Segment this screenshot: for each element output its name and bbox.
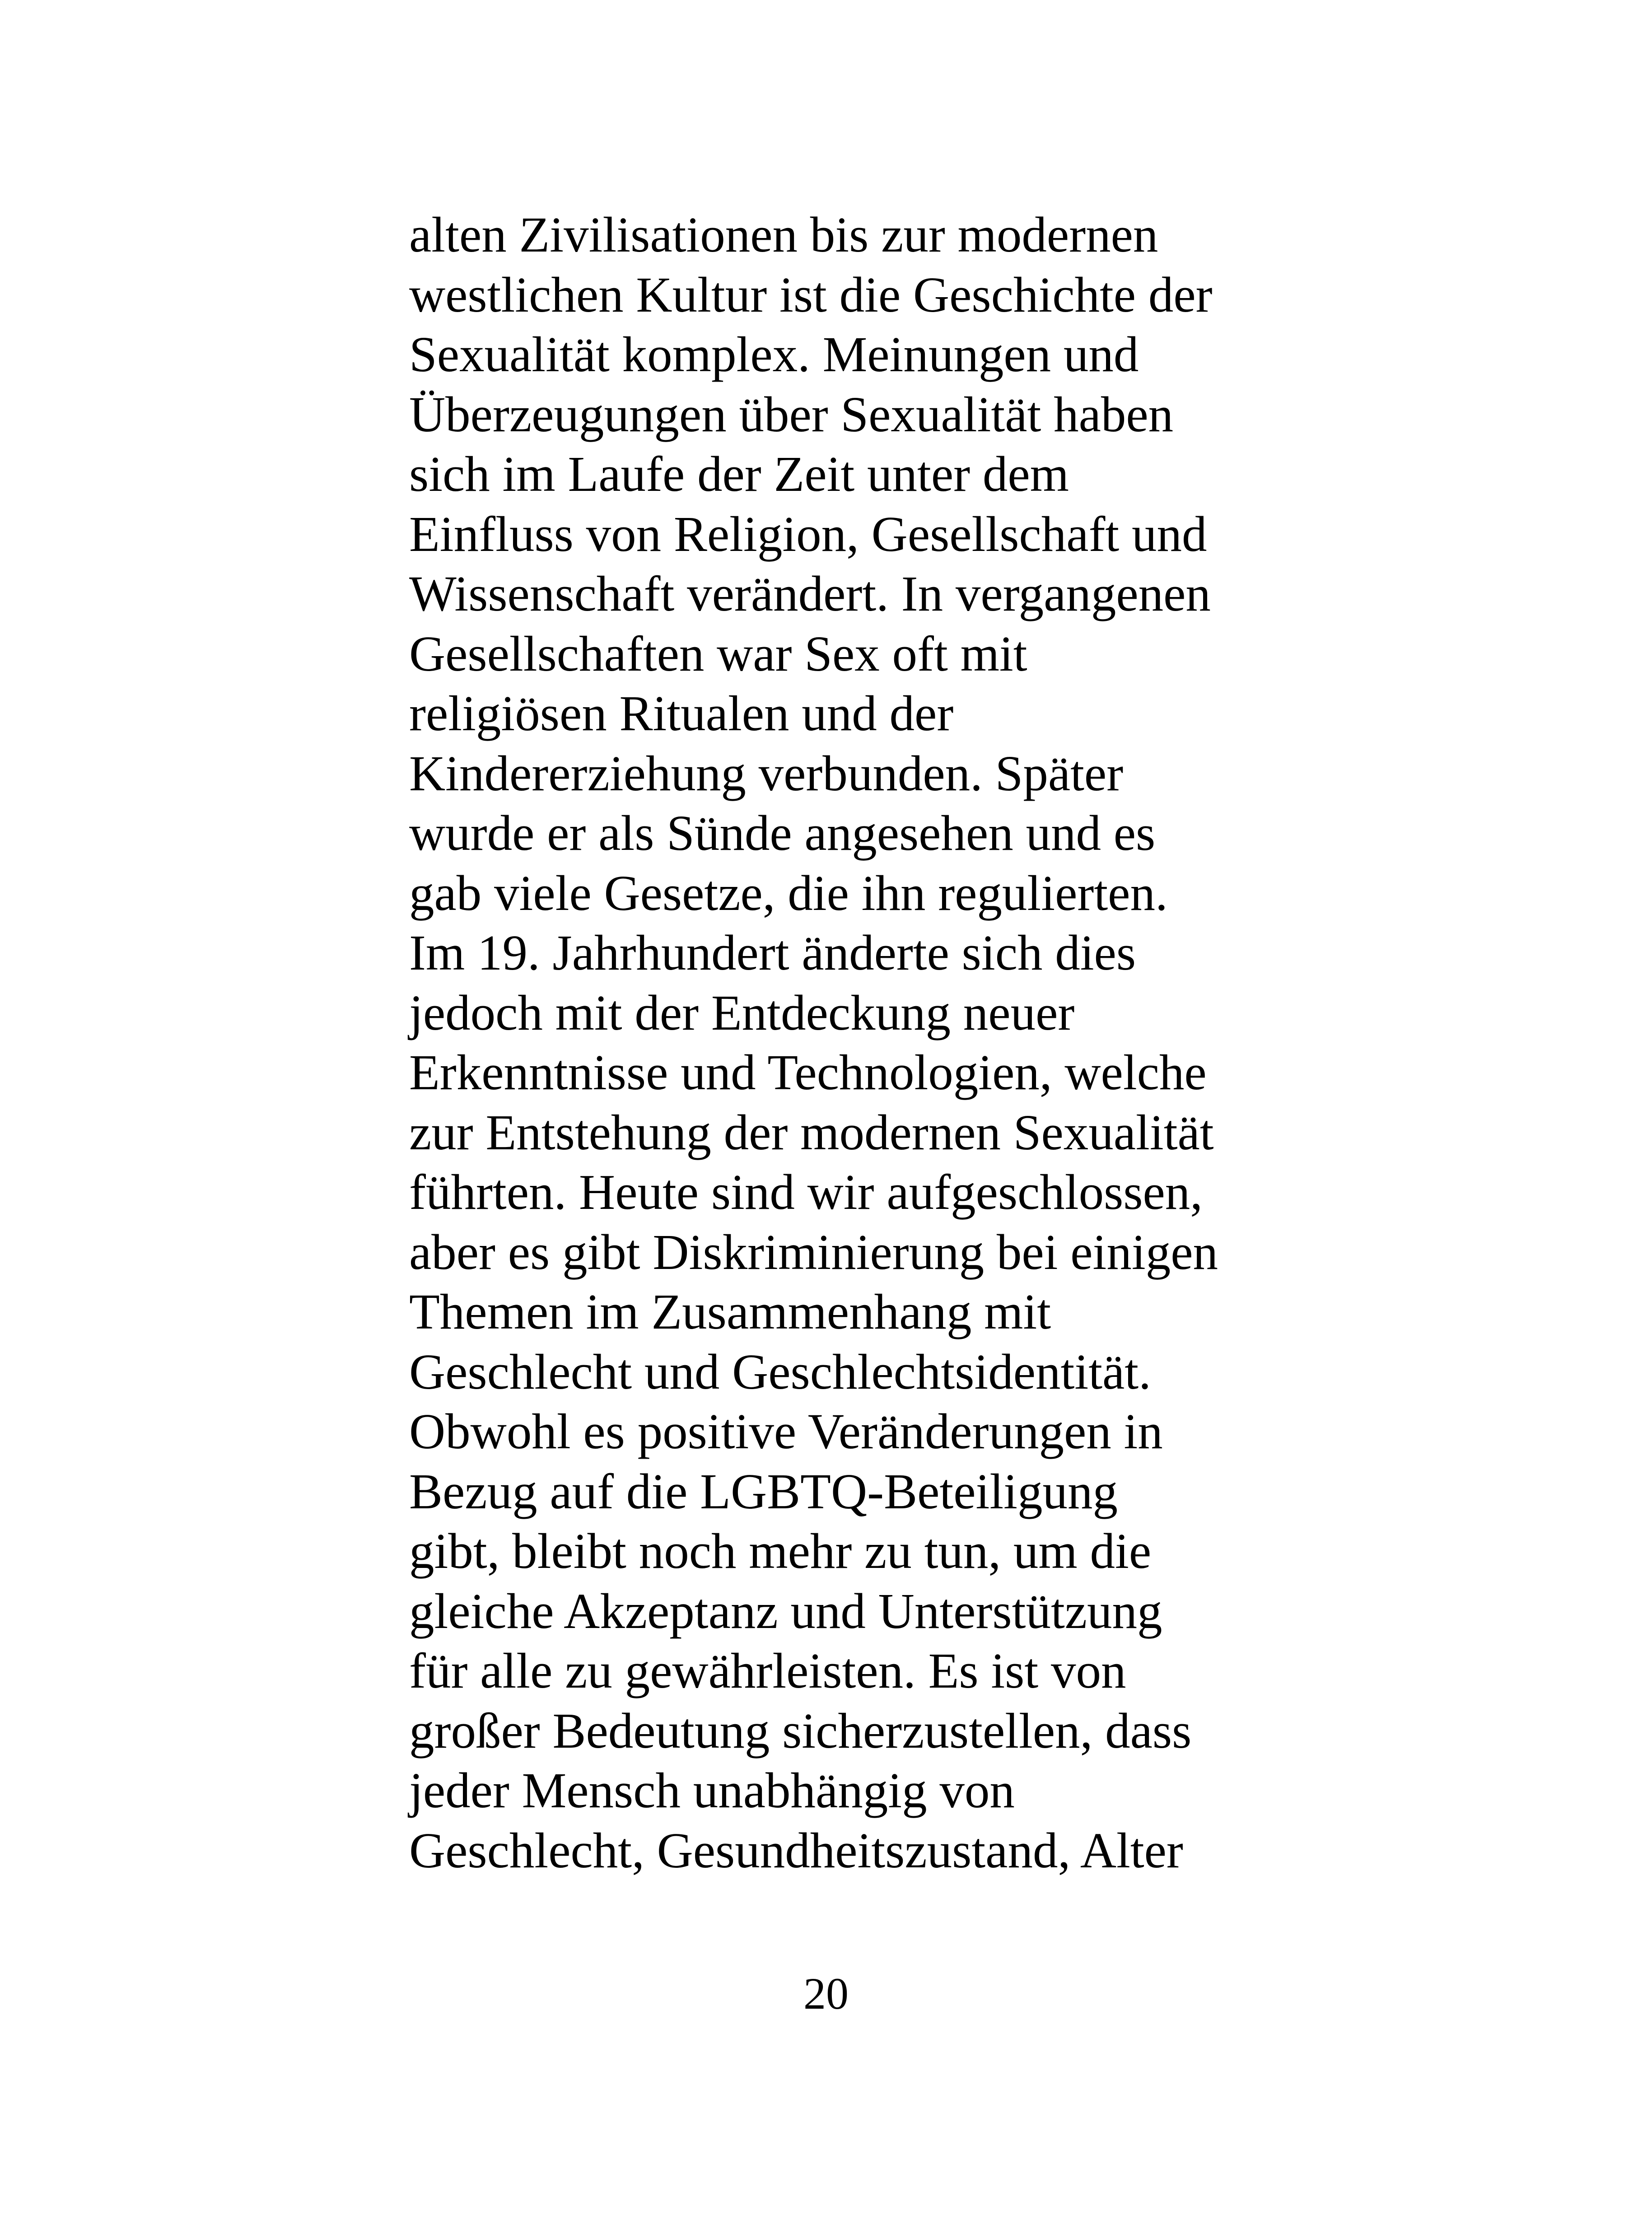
text-line: Überzeugungen über Sexualität haben [409,387,1174,443]
page-number: 20 [803,1968,849,2019]
text-line: Wissenschaft verändert. In vergangenen [409,566,1211,622]
text-line: führten. Heute sind wir aufgeschlossen, [409,1165,1203,1220]
text-line: Sexualität komplex. Meinungen und [409,327,1139,382]
text-line: westlichen Kultur ist die Geschichte der [409,267,1213,323]
text-line: Geschlecht, Gesundheitszustand, Alter [409,1823,1183,1879]
body-text [409,205,1312,1881]
text-line: Obwohl es positive Veränderungen in [409,1404,1163,1460]
text-line: religiösen Ritualen und der [409,686,954,742]
text-line: großer Bedeutung sicherzustellen, dass [409,1703,1192,1759]
text-line: Kindererziehung verbunden. Später [409,746,1124,802]
text-line: Bezug auf die LGBTQ-Beteiligung [409,1464,1118,1520]
text-line: jeder Mensch unabhängig von [409,1763,1015,1819]
text-line: Einfluss von Religion, Gesellschaft und [409,506,1207,562]
text-line: Gesellschaften war Sex oft mit [409,626,1027,682]
text-line: Geschlecht und Geschlechtsidentität. [409,1344,1151,1400]
text-line: alten Zivilisationen bis zur modernen [409,207,1158,263]
text-line: Themen im Zusammenhang mit [409,1284,1051,1340]
text-line: zur Entstehung der modernen Sexualität [409,1105,1214,1161]
text-line: sich im Laufe der Zeit unter dem [409,447,1069,502]
text-line: gibt, bleibt noch mehr zu tun, um die [409,1524,1152,1579]
text-line: Im 19. Jahrhundert änderte sich dies [409,925,1136,981]
text-line: gleiche Akzeptanz und Unterstützung [409,1583,1162,1639]
text-line: aber es gibt Diskriminierung bei einigen [409,1224,1218,1280]
text-line: gab viele Gesetze, die ihn regulierten. [409,865,1168,921]
text-line: für alle zu gewährleisten. Es ist von [409,1643,1126,1699]
text-line: wurde er als Sünde angesehen und es [409,806,1156,861]
text-line: jedoch mit der Entdeckung neuer [409,985,1075,1041]
text-line: Erkenntnisse und Technologien, welche [409,1045,1207,1101]
